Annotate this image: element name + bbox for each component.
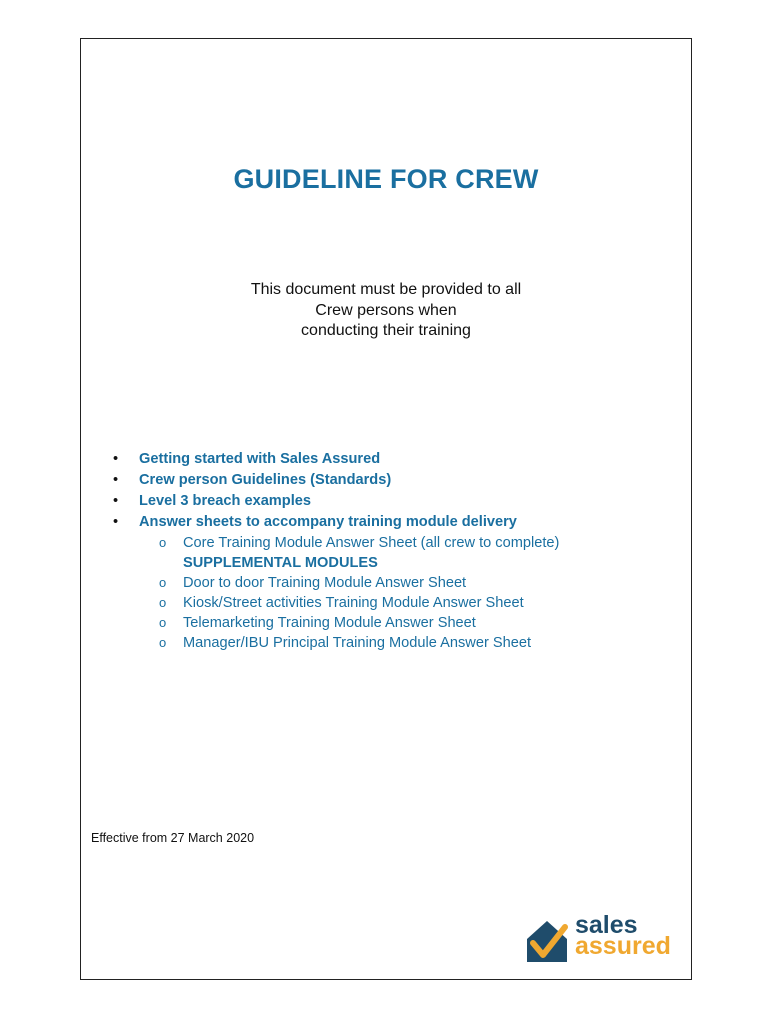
logo-line-assured: assured <box>575 932 671 960</box>
document-title: GUIDELINE FOR CREW <box>233 164 539 194</box>
list-item-label: Level 3 breach examples <box>139 493 311 509</box>
sub-list-item <box>111 575 671 595</box>
sub-list-item-label: Manager/IBU Principal Training Module Answer Sheet <box>183 635 531 651</box>
sub-list-item-label: Kiosk/Street activities Training Module Answer Sheet <box>183 595 524 611</box>
sub-list-item-label: Door to door Training Module Answer Sheet <box>183 575 467 591</box>
bullet-icon: • <box>113 514 119 530</box>
intro-text <box>81 280 691 342</box>
circle-bullet-icon: o <box>159 575 167 590</box>
circle-bullet-icon: o <box>159 615 167 630</box>
sub-list-item-label: Core Training Module Answer Sheet (all crew to complete) <box>183 535 560 551</box>
house-check-icon <box>525 919 571 963</box>
intro-line: This document must be provided to all <box>250 281 522 298</box>
effective-date: Effective from 27 March 2020 <box>91 831 255 845</box>
supplemental-heading: SUPPLEMENTAL MODULES <box>183 555 378 571</box>
sub-list-item <box>111 595 671 615</box>
contents-list <box>111 451 671 655</box>
bullet-icon: • <box>113 451 119 467</box>
circle-bullet-icon: o <box>159 635 167 650</box>
sub-list-item <box>111 615 671 635</box>
list-item <box>111 451 671 472</box>
sub-list-item <box>111 535 671 555</box>
sub-list-item-label: Telemarketing Training Module Answer Sheet <box>183 615 476 631</box>
list-item-label: Getting started with Sales Assured <box>139 451 381 467</box>
bullet-icon: • <box>113 493 119 509</box>
list-item <box>111 493 671 514</box>
logo-wordmark <box>575 911 671 960</box>
list-item-label: Answer sheets to accompany training module delivery <box>139 514 517 530</box>
document-page <box>80 38 692 980</box>
list-item <box>111 514 671 535</box>
sub-list-item <box>111 635 671 655</box>
sales-assured-logo <box>525 911 687 965</box>
list-item-label: Crew person Guidelines (Standards) <box>139 472 392 488</box>
bullet-icon: • <box>113 472 119 488</box>
circle-bullet-icon: o <box>159 535 167 550</box>
circle-bullet-icon: o <box>159 595 167 610</box>
intro-line: Crew persons when <box>315 301 457 319</box>
list-item <box>111 472 671 493</box>
intro-line: conducting their training <box>301 322 471 339</box>
logo-line-sales: sales <box>575 911 638 939</box>
